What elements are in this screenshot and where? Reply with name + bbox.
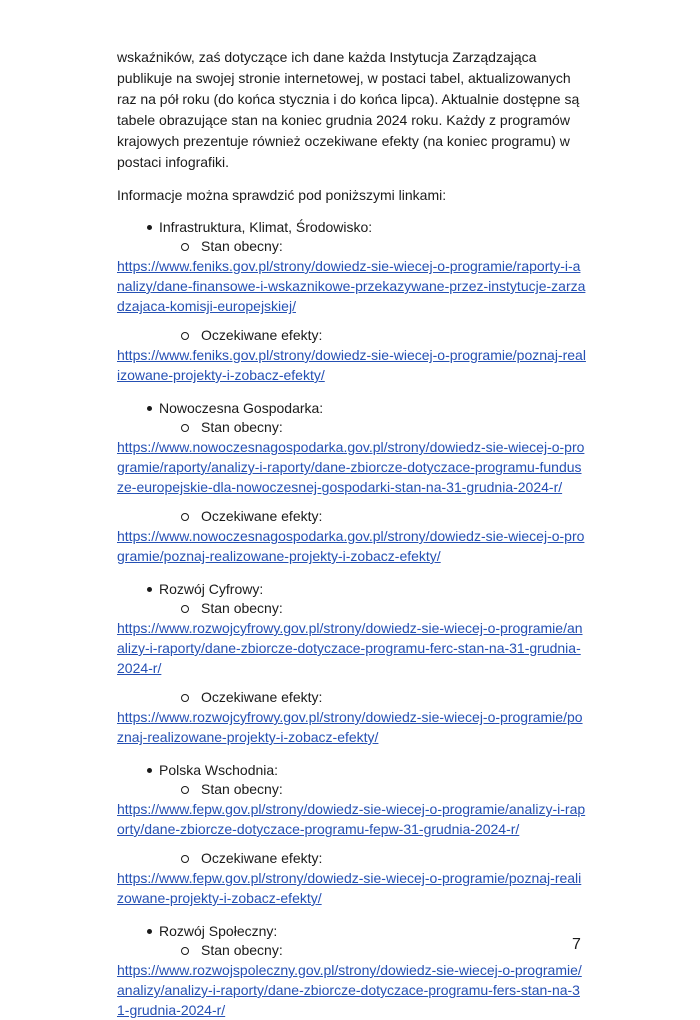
expected-label: Oczekiwane efekty: <box>201 327 323 343</box>
current-link[interactable]: https://www.rozwojspoleczny.gov.pl/strony/dowiedz-sie-wiecej-o-programie/analizy/analizy-i-raporty/dane-zbiorcze-dotyczace-programu-fers-stan-na-31-grudnia-2024-r/ <box>117 962 582 1018</box>
expected-link[interactable]: https://www.fepw.gov.pl/strony/dowiedz-sie-wiecej-o-programie/poznaj-realizowane-projekty-i-zobacz-efekty/ <box>117 870 582 906</box>
circle-bullet-icon <box>181 513 189 521</box>
program-item <box>117 399 587 418</box>
sub-item-expected <box>117 326 587 345</box>
expected-label: Oczekiwane efekty: <box>201 689 323 705</box>
sub-item-current <box>117 941 587 960</box>
program-name: Nowoczesna Gospodarka: <box>159 400 324 416</box>
program-item <box>117 218 587 237</box>
bullet-icon <box>147 768 152 773</box>
expected-label: Oczekiwane efekty: <box>201 508 323 524</box>
circle-bullet-icon <box>181 424 189 432</box>
current-label: Stan obecny: <box>201 942 283 958</box>
sub-item-expected <box>117 688 587 707</box>
program-item <box>117 761 587 780</box>
expected-link[interactable]: https://www.feniks.gov.pl/strony/dowiedz-sie-wiecej-o-programie/poznaj-realizowane-projekty-i-zobacz-efekty/ <box>117 347 586 383</box>
expected-link[interactable]: https://www.nowoczesnagospodarka.gov.pl/strony/dowiedz-sie-wiecej-o-programie/poznaj-realizowane-projekty-i-zobacz-efekty/ <box>117 528 585 564</box>
current-label: Stan obecny: <box>201 600 283 616</box>
program-name: Rozwój Społeczny: <box>159 923 278 939</box>
sub-item-current <box>117 599 587 618</box>
circle-bullet-icon <box>181 243 189 251</box>
expected-label: Oczekiwane efekty: <box>201 850 323 866</box>
intro-paragraph: wskaźników, zaś dotyczące ich dane każda Instytucja Zarządzająca publikuje na swojej stronie internetowej, w postaci tabel, aktualizowanych raz na pół roku (do końca stycznia i do końca lipca). Aktualnie dostępne są tabele obrazujące stan na koniec grudnia 2024 roku. Każdy z programów krajowych prezentuje również oczekiwane efekty (na koniec programu) w postaci infografiki. <box>117 49 580 170</box>
sub-item-expected <box>117 507 587 526</box>
circle-bullet-icon <box>181 332 189 340</box>
circle-bullet-icon <box>181 605 189 613</box>
program-name: Infrastruktura, Klimat, Środowisko: <box>159 219 373 235</box>
bullet-icon <box>147 929 152 934</box>
sub-item-current <box>117 237 587 256</box>
bullet-icon <box>147 225 152 230</box>
bullet-icon <box>147 406 152 411</box>
current-label: Stan obecny: <box>201 238 283 254</box>
page-number: 7 <box>572 936 581 953</box>
program-name: Polska Wschodnia: <box>159 762 279 778</box>
circle-bullet-icon <box>181 947 189 955</box>
program-name: Rozwój Cyfrowy: <box>159 581 264 597</box>
program-item <box>117 580 587 599</box>
expected-link[interactable]: https://www.rozwojcyfrowy.gov.pl/strony/dowiedz-sie-wiecej-o-programie/poznaj-realizowane-projekty-i-zobacz-efekty/ <box>117 709 583 745</box>
current-link[interactable]: https://www.feniks.gov.pl/strony/dowiedz-sie-wiecej-o-programie/raporty-i-analizy/dane-finansowe-i-wskaznikowe-przekazywane-przez-instytucje-zarzadzajaca-komisji-europejskiej/ <box>117 258 586 314</box>
document-body <box>117 47 587 1020</box>
current-label: Stan obecny: <box>201 419 283 435</box>
sub-item-current <box>117 418 587 437</box>
sub-item-expected <box>117 849 587 868</box>
current-label: Stan obecny: <box>201 781 283 797</box>
sub-item-current <box>117 780 587 799</box>
bullet-icon <box>147 587 152 592</box>
circle-bullet-icon <box>181 786 189 794</box>
circle-bullet-icon <box>181 694 189 702</box>
current-link[interactable]: https://www.nowoczesnagospodarka.gov.pl/strony/dowiedz-sie-wiecej-o-programie/raporty/analizy-i-raporty/dane-zbiorcze-dotyczace-programu-fundusze-europejskie-dla-nowoczesnej-gospodarki-stan-na-31-grudnia-2024-r/ <box>117 439 585 495</box>
links-intro: Informacje można sprawdzić pod poniższymi linkami: <box>117 187 447 203</box>
current-link[interactable]: https://www.fepw.gov.pl/strony/dowiedz-sie-wiecej-o-programie/analizy-i-raporty/dane-zbiorcze-dotyczace-programu-fepw-31-grudnia-2024-r/ <box>117 801 586 837</box>
program-item <box>117 922 587 941</box>
current-link[interactable]: https://www.rozwojcyfrowy.gov.pl/strony/dowiedz-sie-wiecej-o-programie/analizy-i-raporty/dane-zbiorcze-dotyczace-programu-ferc-stan-na-31-grudnia-2024-r/ <box>117 620 583 676</box>
circle-bullet-icon <box>181 855 189 863</box>
